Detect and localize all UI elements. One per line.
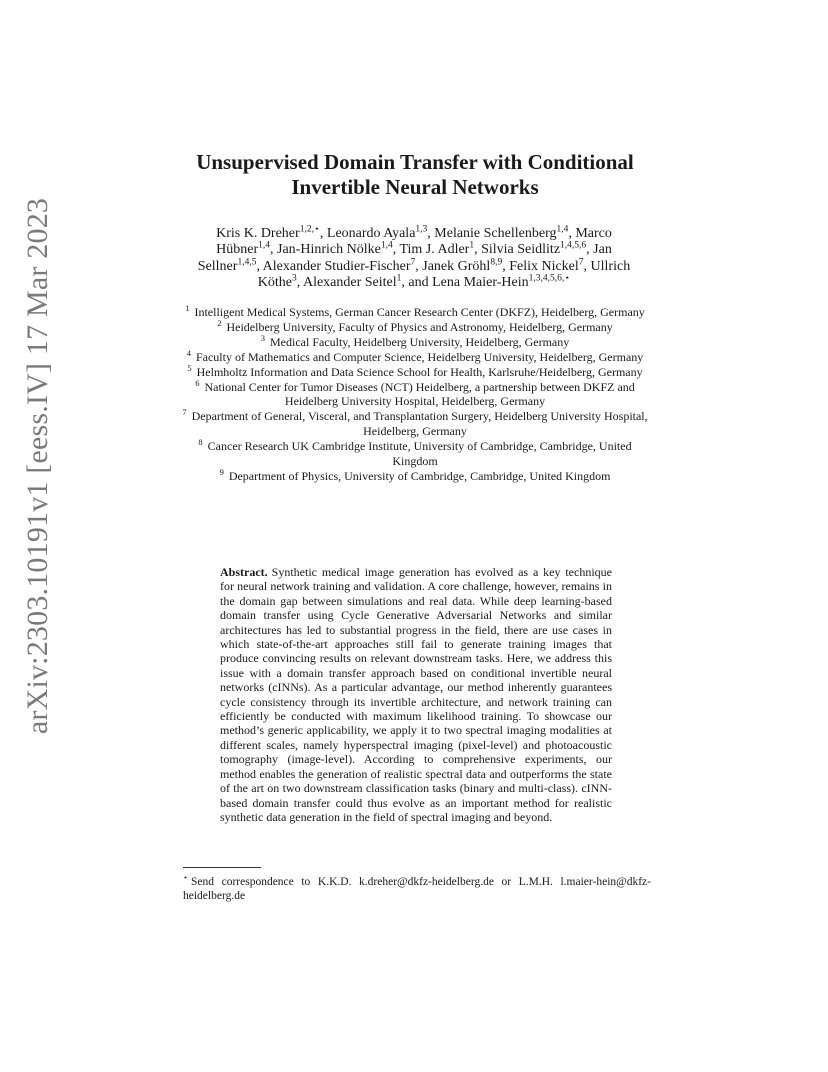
author-affiliation-marks: 1,2,⋆ bbox=[299, 224, 320, 235]
affiliation bbox=[176, 317, 654, 335]
affiliation-list bbox=[176, 305, 654, 484]
author-separator: , bbox=[415, 258, 423, 274]
author-name: Silvia Seidlitz bbox=[481, 242, 561, 258]
author-separator: , bbox=[568, 226, 576, 241]
author-separator: , bbox=[296, 275, 303, 291]
author-separator: , bbox=[270, 242, 278, 258]
affiliation-number: 6 bbox=[195, 377, 200, 388]
author-affiliation-marks: 1 bbox=[396, 273, 402, 284]
affiliation-text: Faculty of Mathematics and Computer Science, Heidelberg University, Heidelberg, Germany bbox=[195, 349, 644, 364]
author-name: Marco Hübner bbox=[216, 226, 612, 258]
author-affiliation-marks: 3 bbox=[291, 273, 297, 284]
author-affiliation-marks: 7 bbox=[410, 257, 416, 268]
author-affiliation-marks: 1,4 bbox=[556, 224, 569, 235]
arxiv-id[interactable]: arXiv:2303.10191v1 [eess.IV] 17 Mar 2023 bbox=[21, 197, 54, 735]
affiliation bbox=[176, 409, 654, 439]
abstract-text: Synthetic medical image generation has evolved as a key technique for neural network training and validation. A core challenge, however, remains in the domain gap between simulations and real data. While deep learning-based domain transfer using Cycle Generative Adversarial Networks and similar architectures has led to substantial progress in the field, there are use cases in which state-of-the-art approaches still fail to generate training images that produce convincing results on relevant downstream tasks. Here, we address this issue with a domain transfer approach based on conditional invertible neural networks (cINNs). As a particular advantage, our method inherently guarantees cycle consistency through its invertible architecture, and network training can efficiently be conducted with maximum likelihood training. To showcase our method’s generic applicability, we apply it to two spectral imaging modalities at different scales, namely hyperspectral imaging (pixel-level) and photoacoustic tomography (image-level). According to comprehensive experiments, our method enables the generation of realistic spectral data and outperforms the state of the art on two downstream classification tasks (binary and multi-class). cINN-based domain transfer could thus evolve as an important method for realistic synthetic data generation in the field of spectral imaging and beyond. bbox=[220, 565, 612, 824]
affiliation-number: 8 bbox=[198, 437, 203, 448]
author-affiliation-marks: 1,4 bbox=[258, 240, 271, 251]
affiliation bbox=[176, 332, 654, 350]
title-line: Invertible Neural Networks bbox=[291, 175, 539, 199]
author-name: Leonardo Ayala bbox=[326, 226, 416, 241]
affiliation-number: 2 bbox=[217, 317, 222, 328]
affiliation bbox=[176, 439, 654, 469]
author-affiliation-marks: 1,4,5,6 bbox=[560, 240, 587, 251]
affiliation-number: 5 bbox=[187, 362, 192, 373]
author-separator: , bbox=[256, 258, 263, 274]
author-list bbox=[188, 226, 640, 292]
abstract bbox=[220, 565, 612, 824]
author-affiliation-marks: 1,4 bbox=[380, 240, 393, 251]
affiliation-text: Department of Physics, University of Cambridge, Cambridge, United Kingdom bbox=[228, 468, 611, 483]
affiliation-text: Helmholtz Information and Data Science School for Health, Karlsruhe/Heidelberg, Germany bbox=[196, 364, 643, 379]
footnote-text: Send correspondence to K.K.D. k.dreher@dkfz-heidelberg.de or L.M.H. l.maier-hein@dkfz-heidelberg.de bbox=[183, 875, 651, 902]
author-affiliation-marks: 1,4,5 bbox=[237, 257, 257, 268]
author-affiliation-marks: 7 bbox=[578, 257, 584, 268]
abstract-label: Abstract. bbox=[220, 565, 268, 579]
affiliation-number: 7 bbox=[182, 407, 187, 418]
author-affiliation-marks: 8,9 bbox=[490, 257, 503, 268]
author-name: Jan-Hinrich Nölke bbox=[277, 242, 381, 258]
footnote-divider bbox=[183, 867, 261, 868]
author-name: Tim J. Adler bbox=[399, 242, 470, 258]
paper-title bbox=[150, 150, 680, 200]
affiliation-text: Medical Faculty, Heidelberg University, Heidelberg, Germany bbox=[270, 334, 570, 349]
affiliation-number: 1 bbox=[185, 303, 190, 313]
author-separator: , bbox=[502, 258, 510, 274]
author-separator: , bbox=[319, 226, 327, 241]
author-name: Melanie Schellenberg bbox=[434, 226, 557, 241]
affiliation-text: Cancer Research UK Cambridge Institute, University of Cambridge, Cambridge, United Kingdom bbox=[207, 439, 632, 469]
affiliation bbox=[176, 466, 654, 484]
author-affiliation-marks: 1,3,4,5,6,⋆ bbox=[528, 273, 571, 284]
author-name: Alexander Seitel bbox=[302, 275, 397, 291]
footnote bbox=[183, 871, 651, 903]
author-name: Alexander Studier-Fischer bbox=[262, 258, 411, 274]
affiliation-text: Department of General, Visceral, and Transplantation Surgery, Heidelberg University Hospital, Heidelberg, Germany bbox=[191, 409, 648, 439]
author-affiliation-marks: 1,3 bbox=[415, 224, 428, 235]
footnote-mark: ⋆ bbox=[183, 873, 189, 882]
author-name: Janek Gröhl bbox=[422, 258, 491, 274]
affiliation bbox=[176, 347, 654, 365]
author-separator: , bbox=[583, 258, 591, 274]
author-separator: , and bbox=[401, 275, 433, 291]
affiliation-text: National Center for Tumor Diseases (NCT) Heidelberg, a partnership between DKFZ and Heidelberg University Hospital, Heidelberg, Germany bbox=[204, 379, 635, 409]
affiliation-number: 9 bbox=[219, 466, 224, 477]
author-name: Lena Maier-Hein bbox=[432, 275, 529, 291]
author-name: Felix Nickel bbox=[509, 258, 579, 274]
affiliation-text: Heidelberg University, Faculty of Physics and Astronomy, Heidelberg, Germany bbox=[226, 319, 613, 334]
author-separator: , bbox=[392, 242, 400, 258]
affiliation bbox=[176, 362, 654, 380]
author-affiliation-marks: 1 bbox=[469, 240, 475, 251]
author-name: Ullrich Köthe bbox=[257, 258, 631, 291]
affiliation-text: Intelligent Medical Systems, German Cancer Research Center (DKFZ), Heidelberg, Germany bbox=[194, 305, 645, 319]
author-name: Jan Sellner bbox=[197, 242, 612, 274]
title-line: Unsupervised Domain Transfer with Conditional bbox=[196, 150, 634, 174]
author-separator: , bbox=[586, 242, 594, 258]
author-name: Kris K. Dreher bbox=[216, 226, 300, 241]
affiliation-number: 4 bbox=[186, 347, 191, 358]
affiliation-number: 3 bbox=[260, 332, 265, 343]
affiliation bbox=[176, 377, 654, 410]
affiliation bbox=[176, 305, 654, 320]
author-separator: , bbox=[427, 226, 435, 241]
author-separator: , bbox=[474, 242, 482, 258]
